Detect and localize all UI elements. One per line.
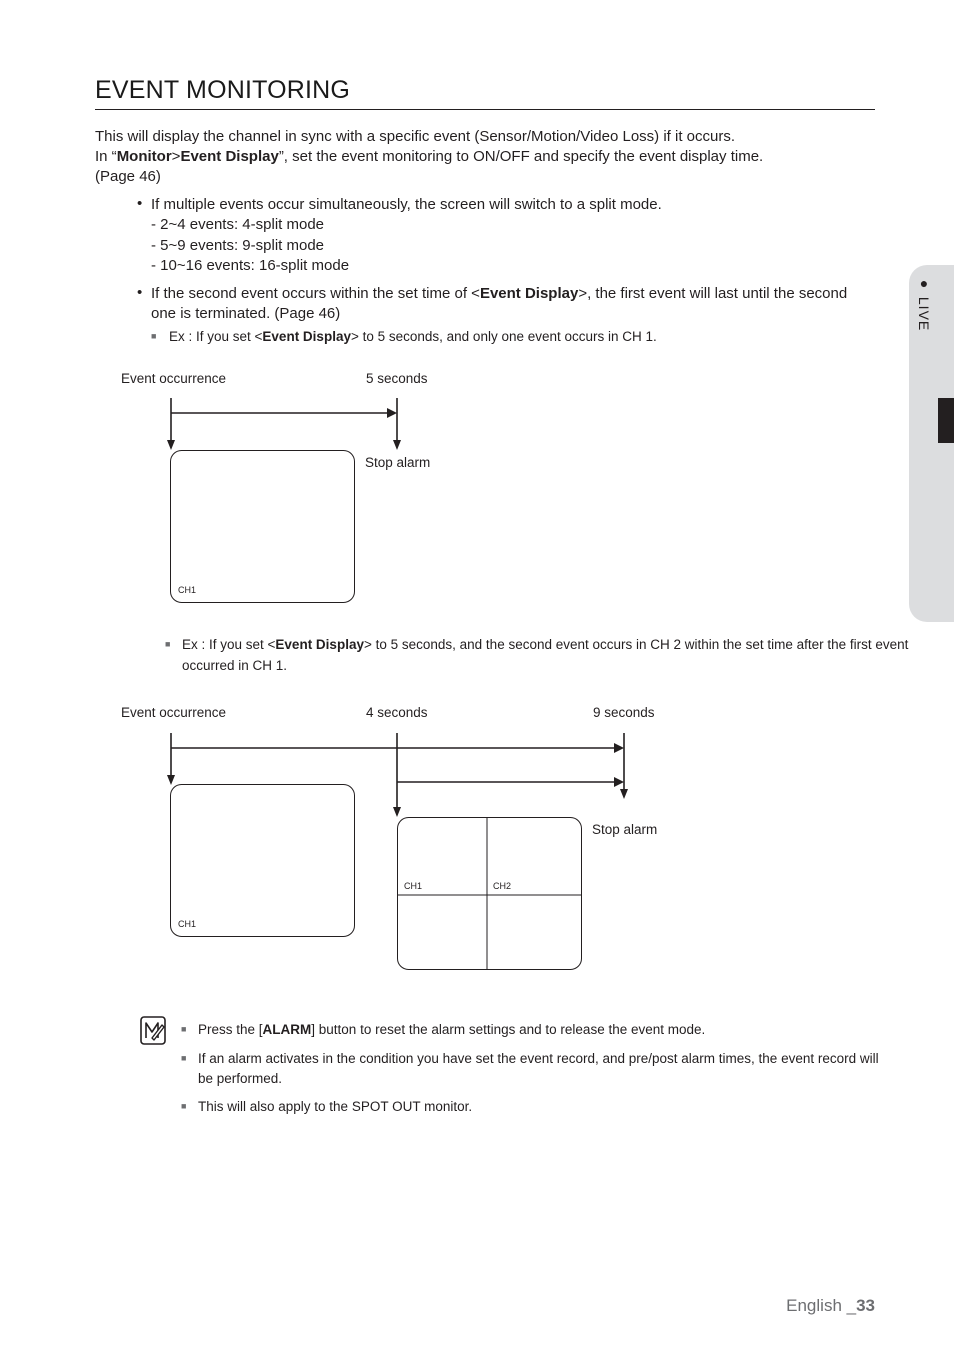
bullet-2-suffix: >, the first event will last until the second (578, 285, 848, 302)
note-2-line-1: If an alarm activates in the condition you have set the event record, and pre/post alarm times, the event record will (198, 1051, 879, 1066)
page-footer (786, 1296, 875, 1316)
example-2-line-2: occurred in CH 1. (182, 658, 288, 673)
diagram-2-seconds-a-label: 4 seconds (366, 705, 428, 720)
intro-line-3: (Page 46) (95, 168, 161, 185)
diagram-1-timeline (160, 395, 420, 610)
chapter-tab-marker (938, 398, 954, 443)
quad-ch2-label: CH2 (493, 881, 512, 891)
chapter-tab-label: ● LIVE (916, 275, 932, 332)
menu-separator: > (171, 148, 181, 165)
note-pencil-icon (140, 1016, 167, 1046)
footer-language: English _ (786, 1296, 857, 1315)
intro-line-1: This will display the channel in sync with a specific event (Sensor/Motion/Video Loss) if it occurs. (95, 128, 736, 145)
quad-ch1-label: CH1 (404, 881, 423, 891)
menu-monitor: Monitor (116, 148, 172, 165)
diagram-1-ch1-label: CH1 (178, 585, 197, 595)
bullet-2-prefix: If the second event occurs within the set time of < (151, 285, 480, 302)
note-2-line-2: be performed. (198, 1071, 283, 1086)
diagram-2-event-occurrence-label: Event occurrence (121, 705, 227, 720)
example-2-bold: Event Display (275, 637, 364, 652)
note-1-suffix: ] button to reset the alarm settings and to release the event mode. (311, 1022, 706, 1037)
square-bullet-icon: ■ (165, 639, 171, 649)
example-2-prefix: Ex : If you set < (182, 637, 276, 652)
square-bullet-icon: ■ (181, 1024, 187, 1034)
split-item-1: - 2~4 events: 4-split mode (151, 216, 325, 233)
quad-split-monitor (398, 818, 582, 970)
square-bullet-icon: ■ (181, 1053, 187, 1063)
diagram-2-stop-alarm-label: Stop alarm (592, 822, 658, 837)
diagram-1-seconds-label: 5 seconds (366, 371, 428, 386)
diagram-2-seconds-b-label: 9 seconds (593, 705, 655, 720)
square-bullet-icon: ■ (151, 331, 157, 341)
bullet-2-bold: Event Display (479, 285, 579, 302)
example-1-text (169, 326, 657, 347)
page-number: 33 (856, 1296, 875, 1315)
page-title: EVENT MONITORING (95, 76, 351, 104)
intro-line-2 (95, 147, 763, 167)
split-item-3: - 10~16 events: 16-split mode (151, 257, 350, 274)
menu-event-display: Event Display (180, 148, 279, 165)
diagram-2-ch1-label: CH1 (178, 919, 197, 929)
example-1-bold: Event Display (262, 329, 351, 344)
bullet-2-line-2: one is terminated. (Page 46) (151, 305, 341, 322)
title-rule (95, 109, 875, 110)
example-1-prefix: Ex : If you set < (169, 329, 263, 344)
bullet-2-line-1 (151, 284, 847, 304)
note-1-text (198, 1019, 705, 1040)
split-item-2: - 5~9 events: 9-split mode (151, 237, 325, 254)
example-1-suffix: > to 5 seconds, and only one event occurs in CH 1. (350, 329, 657, 344)
example-2-line-1 (182, 634, 908, 655)
example-2-suffix: > to 5 seconds, and the second event occurs in CH 2 within the set time after the first event (363, 637, 909, 652)
bullet-1-text: If multiple events occur simultaneously, the screen will switch to a split mode. (151, 196, 662, 213)
square-bullet-icon: ■ (181, 1101, 187, 1111)
diagram-2-timeline (160, 730, 640, 975)
bullet-dot: • (137, 284, 143, 301)
intro-suffix: ”, set the event monitoring to ON/OFF and specify the event display time. (278, 148, 764, 165)
diagram-1-event-occurrence-label: Event occurrence (121, 371, 227, 386)
note-3-text: This will also apply to the SPOT OUT monitor. (198, 1099, 473, 1114)
note-1-prefix: Press the [ (198, 1022, 263, 1037)
alarm-button-name: ALARM (262, 1022, 312, 1037)
diagram-1-stop-alarm-label: Stop alarm (365, 455, 431, 470)
intro-prefix: In “ (95, 148, 117, 165)
bullet-dot: • (137, 195, 143, 212)
